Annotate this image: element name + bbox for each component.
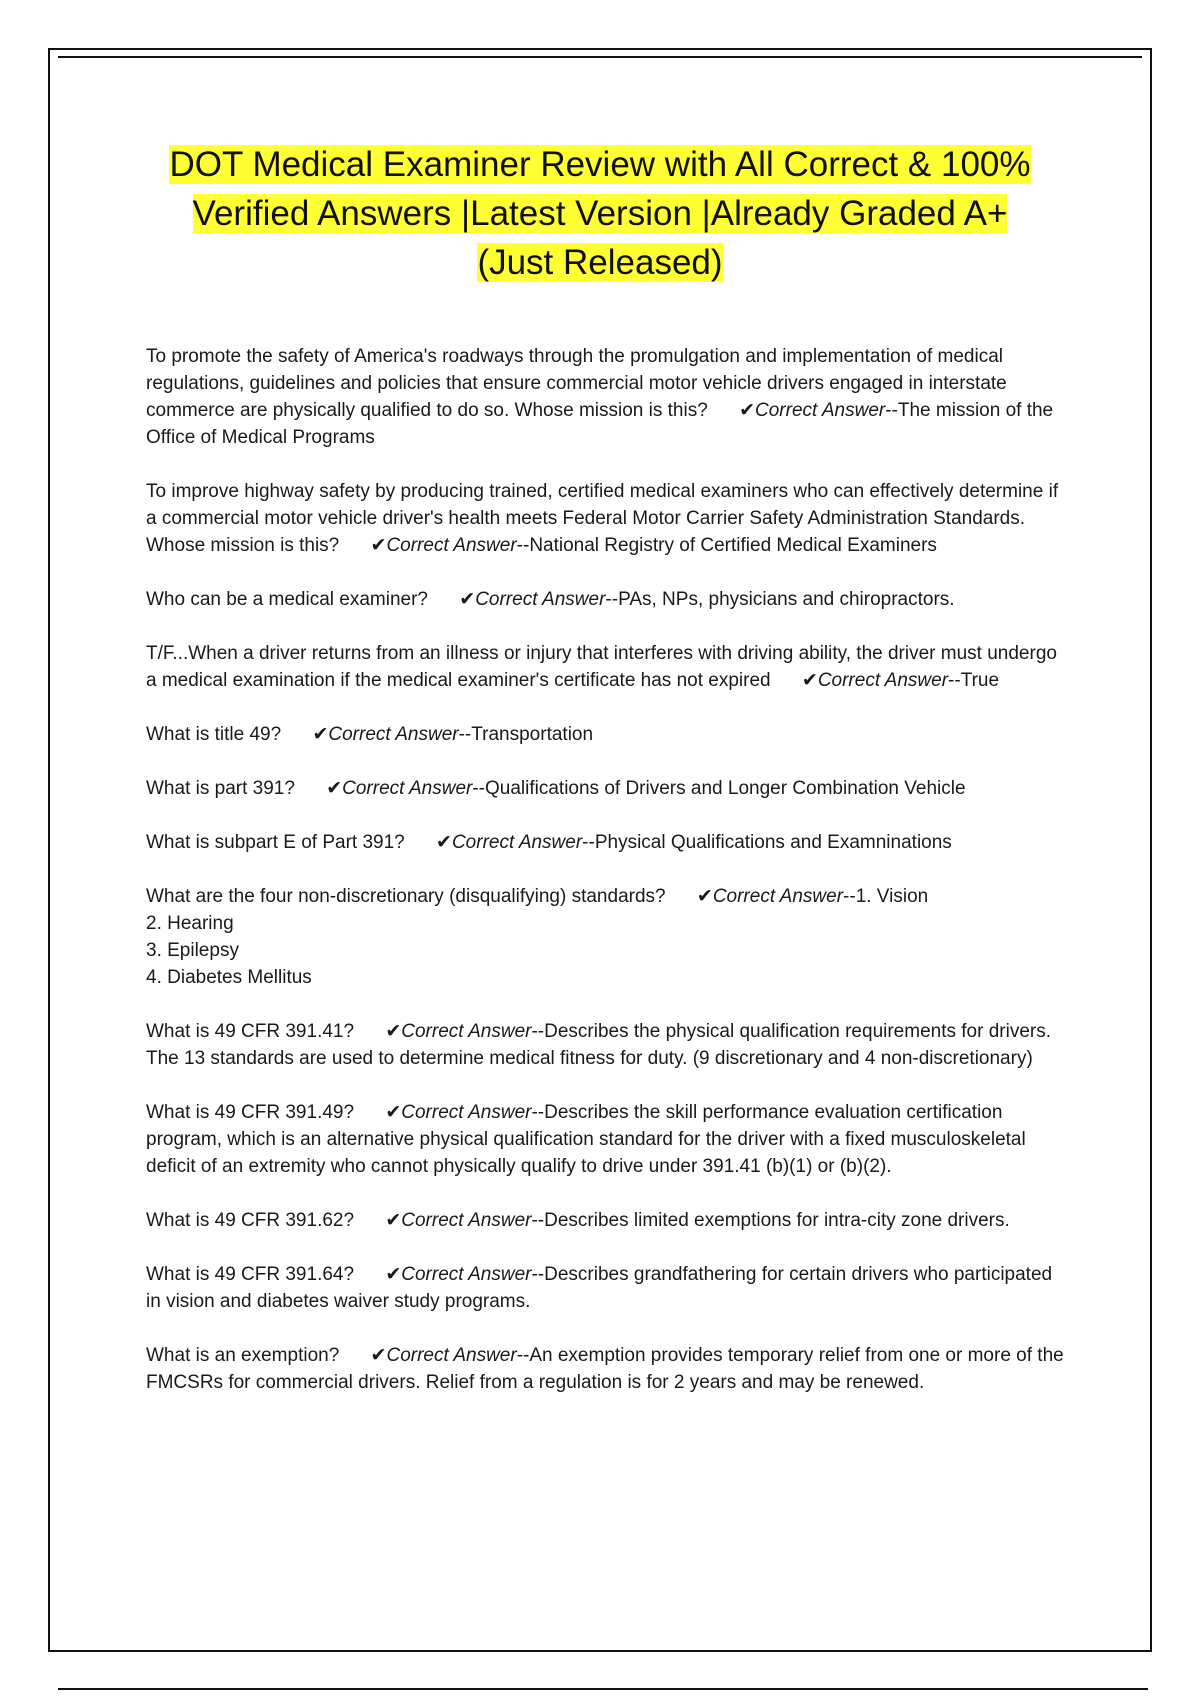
correct-answer-label: Correct Answer bbox=[712, 886, 844, 907]
answer-separator: -- bbox=[472, 778, 485, 799]
correct-answer-label: Correct Answer bbox=[401, 1210, 532, 1231]
answer-text: National Registry of Certified Medical Examiners bbox=[529, 535, 937, 556]
qa-item bbox=[146, 640, 1066, 694]
answer-separator: -- bbox=[516, 535, 530, 556]
qa-item bbox=[146, 343, 1066, 451]
qa-item bbox=[146, 1342, 1066, 1396]
question-text: What is 49 CFR 391.49? bbox=[146, 1102, 355, 1123]
question-text: To promote the safety of America's roadways through the promulgation and implementation of medical regulations, guidelines and policies that ensure commercial motor vehicle drivers engaged in interstate commerce are physically qualified to do so. Whose mission is this? bbox=[146, 346, 1007, 421]
checkmark-icon: ✔ bbox=[385, 1021, 402, 1042]
question-text: What is 49 CFR 391.64? bbox=[146, 1264, 355, 1285]
qa-list bbox=[146, 343, 1066, 1423]
qa-item bbox=[146, 883, 1066, 991]
checkmark-icon: ✔ bbox=[739, 400, 755, 421]
checkmark-icon: ✔ bbox=[459, 589, 476, 610]
question-text: What is 49 CFR 391.41? bbox=[146, 1021, 355, 1042]
correct-answer-label: Correct Answer bbox=[328, 724, 459, 745]
answer-text: Describes limited exemptions for intra-city zone drivers. bbox=[544, 1210, 1010, 1231]
qa-item bbox=[146, 1261, 1066, 1315]
checkmark-icon: ✔ bbox=[312, 724, 329, 745]
correct-answer-label: Correct Answer bbox=[451, 832, 583, 853]
checkmark-icon: ✔ bbox=[436, 832, 452, 853]
answer-separator: -- bbox=[948, 670, 961, 691]
footer-rule bbox=[58, 1688, 1148, 1690]
document-title bbox=[100, 140, 1100, 287]
correct-answer-label: Correct Answer bbox=[386, 1345, 517, 1366]
question-text: To improve highway safety by producing trained, certified medical examiners who can effectively determine if a commercial motor vehicle driver's health meets Federal Motor Carrier Safety Administration Standards. Whose mission is this? bbox=[146, 481, 1059, 556]
question-text: What is an exemption? bbox=[146, 1345, 340, 1366]
answer-separator: -- bbox=[458, 724, 472, 745]
correct-answer-label: Correct Answer bbox=[386, 535, 517, 556]
answer-text: Physical Qualifications and Examninations bbox=[594, 832, 952, 853]
answer-separator: -- bbox=[885, 400, 898, 421]
correct-answer-label: Correct Answer bbox=[342, 778, 473, 799]
answer-text: Describes the physical qualification requirements for drivers. The 13 standards are used to determine medical fitness for duty. (9 discretionary and 4 non-discretionary) bbox=[146, 1021, 1052, 1069]
question-text: What are the four non-discretionary (disqualifying) standards? bbox=[146, 886, 666, 907]
answer-text: Describes grandfathering for certain drivers who participated in vision and diabetes waiver study programs. bbox=[146, 1264, 1053, 1312]
qa-item bbox=[146, 586, 1066, 613]
correct-answer-label: Correct Answer bbox=[755, 400, 886, 421]
qa-item bbox=[146, 721, 1066, 748]
qa-item bbox=[146, 775, 1066, 802]
answer-text: An exemption provides temporary relief from one or more of the FMCSRs for commercial drivers. Relief from a regulation is for 2 years and may be renewed. bbox=[146, 1345, 1064, 1393]
answer-separator: -- bbox=[582, 832, 595, 853]
correct-answer-label: Correct Answer bbox=[401, 1102, 532, 1123]
answer-separator: -- bbox=[531, 1264, 545, 1285]
answer-text: 1. Vision 2. Hearing 3. Epilepsy 4. Diabetes Mellitus bbox=[146, 886, 929, 988]
title-line-1: DOT Medical Examiner Review with All Correct & 100% bbox=[169, 145, 1031, 184]
qa-item bbox=[146, 478, 1066, 559]
checkmark-icon: ✔ bbox=[370, 1345, 387, 1366]
answer-text: The mission of the Office of Medical Programs bbox=[146, 400, 1054, 448]
correct-answer-label: Correct Answer bbox=[401, 1264, 532, 1285]
answer-text: True bbox=[960, 670, 1000, 691]
qa-item bbox=[146, 829, 1066, 856]
correct-answer-label: Correct Answer bbox=[401, 1021, 532, 1042]
answer-separator: -- bbox=[531, 1102, 545, 1123]
checkmark-icon: ✔ bbox=[385, 1264, 402, 1285]
checkmark-icon: ✔ bbox=[370, 535, 387, 556]
question-text: What is part 391? bbox=[146, 778, 295, 799]
checkmark-icon: ✔ bbox=[801, 670, 818, 691]
page-border-top-rule bbox=[58, 56, 1142, 58]
question-text: Who can be a medical examiner? bbox=[146, 589, 428, 610]
question-text: What is 49 CFR 391.62? bbox=[146, 1210, 355, 1231]
correct-answer-label: Correct Answer bbox=[817, 670, 949, 691]
question-text: What is title 49? bbox=[146, 724, 282, 745]
question-text: T/F...When a driver returns from an illness or injury that interferes with driving ability, the driver must undergo a medical examination if the medical examiner's certificate has not expired bbox=[146, 643, 1057, 691]
qa-item bbox=[146, 1018, 1066, 1072]
qa-item bbox=[146, 1207, 1066, 1234]
checkmark-icon: ✔ bbox=[385, 1210, 402, 1231]
checkmark-icon: ✔ bbox=[326, 778, 343, 799]
answer-text: Describes the skill performance evaluation certification program, which is an alternative physical qualification standard for the driver with a fixed musculoskeletal deficit of an extremity who cannot physically qualify to drive under 391.41 (b)(1) or (b)(2). bbox=[146, 1102, 1026, 1177]
title-line-2: Verified Answers |Latest Version |Already Graded A+ bbox=[192, 194, 1008, 233]
correct-answer-label: Correct Answer bbox=[475, 589, 606, 610]
checkmark-icon: ✔ bbox=[385, 1102, 402, 1123]
answer-separator: -- bbox=[531, 1210, 545, 1231]
answer-text: Transportation bbox=[471, 724, 594, 745]
answer-text: Qualifications of Drivers and Longer Combination Vehicle bbox=[485, 778, 966, 799]
answer-separator: -- bbox=[516, 1345, 530, 1366]
question-text: What is subpart E of Part 391? bbox=[146, 832, 405, 853]
qa-item bbox=[146, 1099, 1066, 1180]
answer-separator: -- bbox=[605, 589, 619, 610]
checkmark-icon: ✔ bbox=[696, 886, 713, 907]
answer-separator: -- bbox=[843, 886, 856, 907]
answer-text: PAs, NPs, physicians and chiropractors. bbox=[618, 589, 955, 610]
title-line-3: (Just Released) bbox=[477, 243, 723, 282]
answer-separator: -- bbox=[531, 1021, 545, 1042]
